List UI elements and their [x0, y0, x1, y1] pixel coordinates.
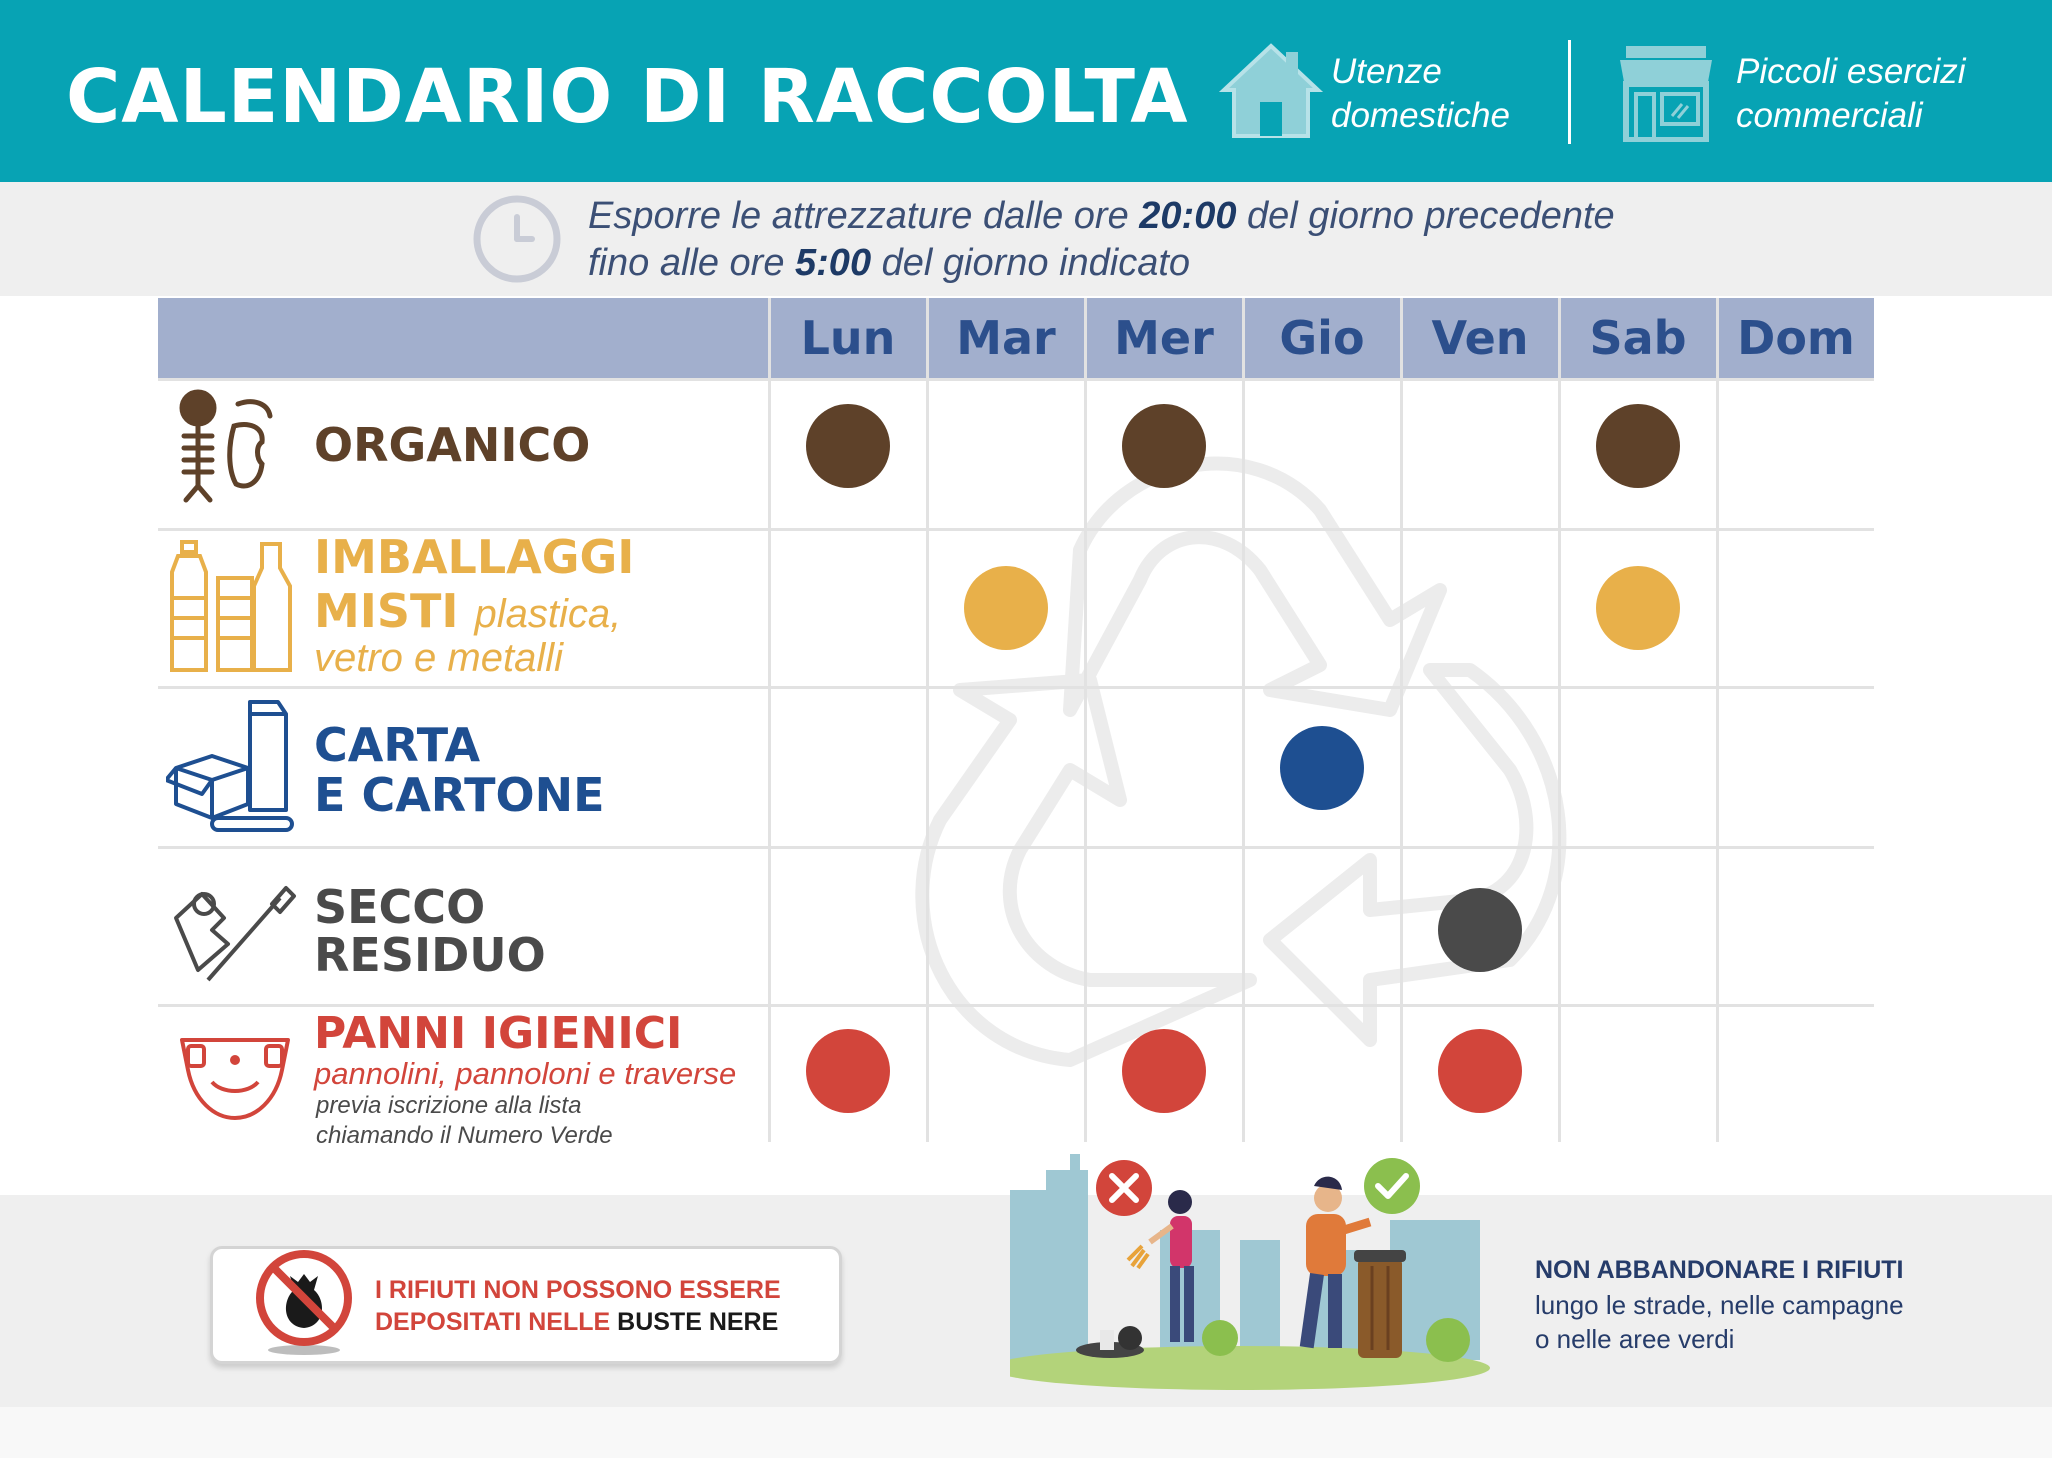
category-secco-title-1: SECCO: [314, 880, 486, 934]
category-panni-note-2: chiamando il Numero Verde: [316, 1122, 613, 1149]
category-panni-sub: pannolini, pannoloni e traverse: [314, 1056, 737, 1091]
collection-dot-panni-mer: [1122, 1029, 1206, 1113]
category-panni-title: PANNI IGIENICI: [314, 1008, 683, 1059]
notice-time-start: 20:00: [1139, 195, 1237, 237]
category-panni-note-1: previa iscrizione alla lista: [316, 1092, 582, 1119]
notice-time-end: 5:00: [795, 242, 872, 284]
audience-shop-line2: commerciali: [1736, 96, 1923, 135]
littering-warning-line-1: lungo le strade, nelle campagne: [1535, 1290, 1904, 1320]
day-header-gio: Gio: [1279, 311, 1365, 365]
collection-dot-imballaggi-mar: [964, 566, 1048, 650]
bottles-cans-icon: [166, 538, 296, 676]
bag-warning-line-2: [375, 1308, 778, 1337]
diaper-icon: [176, 1030, 294, 1122]
day-header-dom: Dom: [1737, 311, 1855, 365]
grid-row-divider: [158, 846, 1874, 849]
grid-row-divider: [158, 1004, 1874, 1007]
grid-column-divider: [1400, 298, 1403, 1142]
category-imballaggi-title-2: MISTI: [314, 584, 459, 638]
bag-warning-text: DEPOSITATI NELLE: [375, 1308, 618, 1336]
day-header-mar: Mar: [956, 311, 1056, 365]
collection-dot-carta-gio: [1280, 726, 1364, 810]
audience-shop-line1: Piccoli esercizi: [1736, 52, 1966, 91]
notice-text: del giorno indicato: [871, 242, 1191, 284]
grid-row-divider: [158, 378, 1874, 381]
category-organico-title: ORGANICO: [314, 418, 591, 472]
header-divider: [1568, 40, 1571, 144]
audience-home-line1: Utenze: [1331, 52, 1442, 91]
cardboard-box-icon: [166, 698, 304, 836]
notice-text: Esporre le attrezzature dalle ore: [588, 195, 1140, 237]
collection-dot-organico-lun: [806, 404, 890, 488]
day-header-ven: Ven: [1431, 311, 1529, 365]
collection-dot-secco-ven: [1438, 888, 1522, 972]
no-littering-illustration: [1010, 1150, 1500, 1390]
collection-dot-imballaggi-sab: [1596, 566, 1680, 650]
collection-dot-organico-sab: [1596, 404, 1680, 488]
grid-column-divider: [926, 298, 929, 1142]
category-carta-title-1: CARTA: [314, 718, 481, 772]
collection-dot-panni-lun: [806, 1029, 890, 1113]
littering-warning-line-2: o nelle aree verdi: [1535, 1324, 1735, 1354]
category-imballaggi-sub-2: vetro e metalli: [314, 636, 563, 680]
grid-column-divider: [1558, 298, 1561, 1142]
clock-icon: [470, 192, 564, 286]
collection-dot-panni-ven: [1438, 1029, 1522, 1113]
bag-warning-emphasis: BUSTE NERE: [617, 1308, 779, 1336]
grid-column-divider: [768, 298, 771, 1142]
page-title: CALENDARIO DI RACCOLTA: [66, 54, 1189, 140]
day-header-sab: Sab: [1589, 311, 1687, 365]
toothbrush-waste-icon: [168, 874, 298, 984]
bottom-strip: [0, 1407, 2052, 1458]
notice-text: del giorno precedente: [1236, 195, 1615, 237]
day-header-mer: Mer: [1114, 311, 1214, 365]
littering-warning-title: NON ABBANDONARE I RIFIUTI: [1535, 1256, 1904, 1284]
collection-dot-organico-mer: [1122, 404, 1206, 488]
grid-row-divider: [158, 686, 1874, 689]
recycle-icon: [870, 420, 1630, 1120]
category-carta-title-2: E CARTONE: [314, 768, 605, 822]
grid-column-divider: [1084, 298, 1087, 1142]
category-secco-title-2: RESIDUO: [314, 928, 546, 982]
grid-column-divider: [1242, 298, 1245, 1142]
no-black-bag-icon: [252, 1248, 356, 1358]
grid-column-divider: [1716, 298, 1719, 1142]
day-header-lun: Lun: [800, 311, 896, 365]
audience-home-line2: domestiche: [1331, 96, 1510, 135]
house-icon: [1218, 40, 1324, 140]
category-imballaggi-title-1: IMBALLAGGI: [314, 530, 635, 584]
shop-icon: [1616, 42, 1716, 142]
fish-bone-apple-icon: [176, 386, 286, 506]
bag-warning-line-1: I RIFIUTI NON POSSONO ESSERE: [375, 1276, 781, 1304]
notice-line-2: [588, 242, 1190, 285]
category-imballaggi-line-2: [314, 584, 621, 638]
notice-text: fino alle ore: [588, 242, 796, 284]
notice-line-1: [588, 195, 1615, 238]
category-imballaggi-sub-1: plastica,: [474, 592, 622, 636]
